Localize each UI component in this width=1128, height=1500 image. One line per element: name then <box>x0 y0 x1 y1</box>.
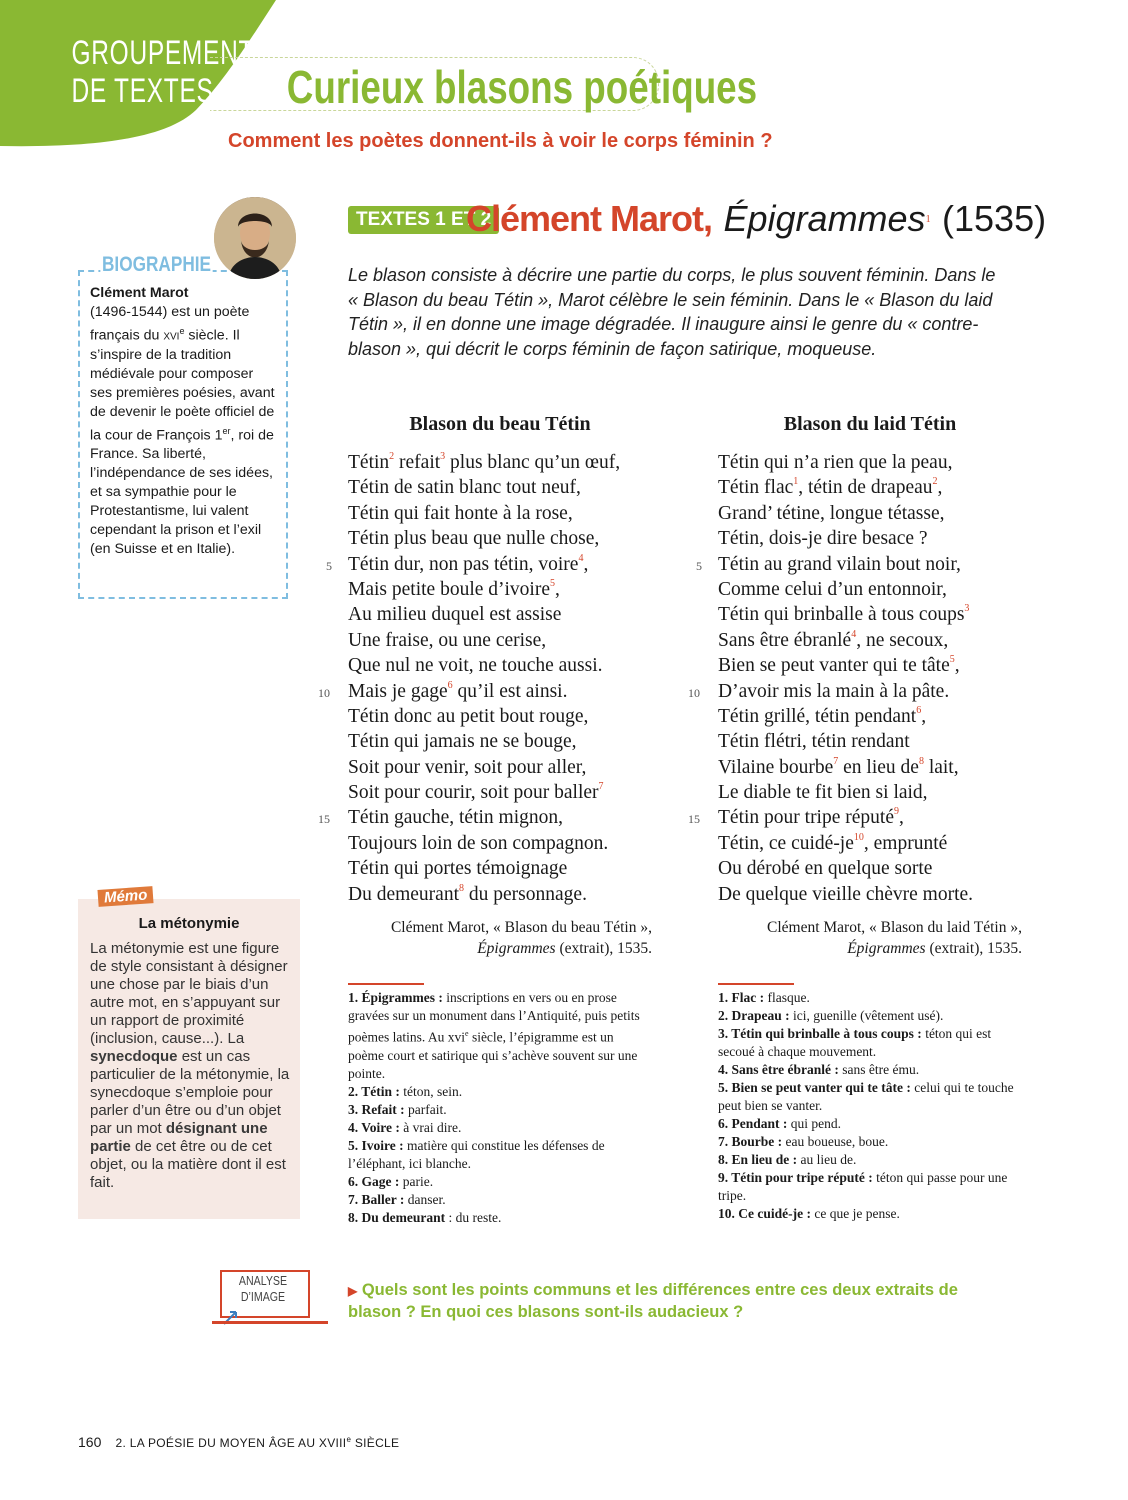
poem-line <box>348 780 668 805</box>
verse-text: Mais petite boule d’ivoire <box>348 578 550 600</box>
biography-name: Clément Marot <box>90 285 189 301</box>
verse-text: Du demeurant <box>348 883 460 905</box>
verse-text: plus blanc qu’un œuf, <box>445 452 621 473</box>
verse-text: qu’il est ainsi. <box>452 680 568 702</box>
footnote: 1. Flac : flasque. <box>718 990 810 1005</box>
footnote-rule <box>348 983 424 985</box>
verse-text: Toujours loin de son compagnon. <box>348 832 609 854</box>
footnote: 2. Drapeau : ici, guenille (vêtement usé). <box>718 1008 944 1023</box>
poem-line <box>348 755 668 780</box>
footnote-ref: 5 <box>550 577 555 589</box>
group-label: GROUPEMENT DE TEXTES <box>71 34 255 110</box>
portrait-image <box>214 197 296 279</box>
poem-line <box>718 780 1038 805</box>
poem-line <box>688 679 1038 704</box>
poem-line <box>718 501 1038 526</box>
verse-text: Tétin pour tripe réputé <box>718 807 894 829</box>
footnote-ref: 4 <box>578 552 584 564</box>
verse-text: Au milieu duquel est assise <box>348 604 562 626</box>
poem-line <box>696 552 1038 577</box>
verse-text: Soit pour venir, soit pour aller, <box>348 756 587 778</box>
poem-line <box>718 704 1038 729</box>
poem-line <box>718 475 1038 500</box>
footnote-ref: 1 <box>793 476 799 488</box>
verse-text: Tétin, dois-je dire besace ? <box>718 528 928 550</box>
footnote-ref: 2 <box>389 451 395 462</box>
poem2-title: Blason du laid Tétin <box>783 413 957 435</box>
verse-text: Que nul ne voit, ne touche aussi. <box>348 655 603 677</box>
verse-text: Ou dérobé en quelque sorte <box>718 858 933 880</box>
footnote-ref: 8 <box>918 755 924 767</box>
verse-text: Tétin dur, non pas tétin, voire <box>348 553 579 575</box>
verse-text: Tétin, ce cuidé-je <box>718 832 854 854</box>
footnote-ref: 3 <box>964 603 970 615</box>
footnote: 2. Tétin : téton, sein. <box>348 1083 463 1099</box>
poem-line <box>718 526 1038 551</box>
poem-line <box>718 450 1038 475</box>
verse-text: Tétin qui n’a rien que la peau, <box>718 452 953 473</box>
footnote-ref: 10 <box>853 831 864 843</box>
footnote-ref: 7 <box>598 781 604 793</box>
footnote-ref: 5 <box>949 654 955 666</box>
footnote-ref: 3 <box>440 451 446 462</box>
poem-line <box>718 755 1038 780</box>
poem-line <box>718 602 1038 627</box>
memo-text: La métonymie est une figure de style consistant à désigner une chose par le biais d’un autre mot, en s’appuyant sur un rapport de proximité (inclusion, cause...). La synecdoque est un cas particulier de la métonymie, la synecdoque s’emploie pour parler d’un être ou d’un objet par un mot désignant une partie de cet être ou de cet objet, ou la matière dont il est fait. <box>90 940 290 1191</box>
footnote-ref: 6 <box>916 704 922 716</box>
footnote-ref: 4 <box>851 628 857 640</box>
verse-text: , tétin de drapeau <box>798 477 933 499</box>
verse-text: , <box>583 553 589 575</box>
footnote: 4. Voire : à vrai dire. <box>348 1119 462 1135</box>
verse-text: Mais je gage <box>348 680 448 702</box>
poem-line <box>318 679 668 704</box>
verse-text: Tétin qui portes témoignage <box>348 858 568 880</box>
verse-text: , <box>898 807 904 829</box>
footnote-ref: 8 <box>459 882 465 894</box>
poem-line <box>348 729 668 754</box>
memo-tag: Mémo <box>97 886 153 907</box>
analysis-underline <box>212 1321 328 1324</box>
poem-line <box>718 653 1038 678</box>
chapter-title: 2. LA POÉSIE DU MOYEN ÂGE AU XVIIIe SIÈCLE <box>115 1435 400 1450</box>
image-analysis-label: ANALYSE D’IMAGE <box>238 1274 288 1304</box>
line-number: 15 <box>688 812 700 827</box>
verse-text: Tétin qui jamais ne se bouge, <box>348 731 577 753</box>
footnote: 8. Du demeurant : du reste. <box>348 1209 502 1225</box>
verse-text: , <box>555 578 560 600</box>
footnote-ref: 9 <box>893 806 899 818</box>
poem-line <box>348 475 668 500</box>
verse-text: , <box>937 477 943 499</box>
biography-text: Clément Marot (1496-1544) est un poète français du xvi$^e$ siècle. Il s’inspire de la tradition médiévale pour composer ses premières poésies, avant de devenir le poète officiel de la cour de François 1er, roi de France. Sa liberté, l’indépendance de ses idées, et sa sympathie pour le Protestantisme, lui valent cependant la prison et l’exil (en Suisse et en Italie). <box>90 285 275 558</box>
verse-text: Le diable te fit bien si laid, <box>718 782 928 804</box>
verse-text: Tétin grillé, tétin pendant <box>718 705 917 727</box>
poem2-footnotes <box>718 989 1020 1223</box>
verse-text: Tétin flétri, tétin rendant <box>718 731 910 753</box>
poem-line <box>348 450 668 475</box>
footnote: 10. Ce cuidé-je : ce que je pense. <box>718 1206 900 1221</box>
footnote: 8. En lieu de : au lieu de. <box>718 1152 857 1167</box>
poem-line <box>718 831 1038 856</box>
verse-text: , <box>954 655 960 677</box>
verse-text: refait <box>394 452 441 473</box>
footnote: 6. Pendant : qui pend. <box>718 1116 842 1131</box>
poem-line <box>718 729 1038 754</box>
footnote: 6. Gage : parie. <box>348 1173 434 1189</box>
footnote: 1. Épigrammes : inscriptions en vers ou en prose gravées sur un monument dans l’Antiquité, puis petits poèmes latins. Au xvi$^e$ siècle, l’épigramme est un poème court et satirique qui s’achève souvent sur une pointe. <box>348 990 640 1081</box>
author-name: Clément Marot, <box>466 198 713 239</box>
verse-text: Tétin qui brinballe à tous coups <box>718 604 965 626</box>
footnote: 9. Tétin pour tripe réputé : téton qui passe pour une tripe. <box>718 1170 1008 1203</box>
footnote-ref: 2 <box>932 476 938 488</box>
work-year: (1535) <box>942 198 1047 239</box>
poem-line <box>348 526 668 551</box>
footnote: 7. Bourbe : eau boueuse, boue. <box>718 1134 889 1149</box>
poem-line <box>348 882 668 907</box>
verse-text: en lieu de <box>838 756 919 778</box>
footnote-ref: 6 <box>447 679 453 691</box>
page-question: Comment les poètes donnent-ils à voir le corps féminin ? <box>228 130 773 152</box>
poem-line <box>348 577 668 602</box>
line-number: 15 <box>318 812 330 827</box>
verse-text: Tétin gauche, tétin mignon, <box>348 807 563 829</box>
footnote: 4. Sans être ébranlé : sans être ému. <box>718 1062 920 1077</box>
verse-text: Tétin flac <box>718 477 794 499</box>
verse-text: Une fraise, ou une cerise, <box>348 629 547 651</box>
poem1-title: Blason du beau Tétin <box>409 413 591 435</box>
poem2-lines <box>688 450 1038 907</box>
poem-line <box>348 704 668 729</box>
author-portrait <box>214 197 296 279</box>
footnote-ref: 1 <box>925 214 931 225</box>
work-title: Épigrammes <box>723 198 926 239</box>
footnote: 5. Bien se peut vanter qui te tâte : celui qui te touche peut bien se vanter. <box>718 1080 1014 1113</box>
analysis-question: ▶ Quels sont les points communs et les différences entre ces deux extraits de blason ? En quoi ces blasons sont-ils audacieux ? <box>348 1281 958 1321</box>
verse-text: Bien se peut vanter qui te tâte <box>718 655 950 677</box>
verse-text: D’avoir mis la main à la pâte. <box>718 680 950 702</box>
verse-text: De quelque vieille chèvre morte. <box>718 883 974 905</box>
footnote-ref: 7 <box>833 755 839 767</box>
poem-line <box>348 856 668 881</box>
verse-text: Sans être ébranlé <box>718 629 852 651</box>
biography-heading: BIOGRAPHIE <box>101 253 212 276</box>
poem-line <box>348 501 668 526</box>
verse-text: Tétin qui fait honte à la rose, <box>348 502 573 524</box>
footnote: 5. Ivoire : matière qui constitue les défenses de l’éléphant, ici blanche. <box>348 1137 605 1171</box>
footnote: 7. Baller : danser. <box>348 1191 446 1207</box>
intro-text: Le blason consiste à décrire une partie du corps, le plus souvent féminin. Dans le « Blason du beau Tétin », Marot célèbre le sein féminin. Dans le « Blason du laid Tétin », il en donne une image dégradée. Il inaugure ainsi le genre du « contre-blason », qui décrit le corps féminin de façon satirique, moqueuse. <box>348 265 996 359</box>
poem-line <box>318 805 668 830</box>
poem-line <box>326 552 668 577</box>
verse-text: du personnage. <box>464 883 587 905</box>
poem1-lines <box>318 450 668 907</box>
footnote: 3. Tétin qui brinballe à tous coups : téton qui est secoué à chaque mouvement. <box>718 1026 992 1059</box>
verse-text: Grand’ tétine, longue tétasse, <box>718 502 945 524</box>
poem1-footnotes <box>348 989 650 1227</box>
page-footer <box>78 1434 399 1451</box>
line-number: 10 <box>318 685 330 700</box>
verse-text: Tétin de satin blanc tout neuf, <box>348 477 581 499</box>
verse-text: Tétin plus beau que nulle chose, <box>348 528 600 550</box>
footnote: 3. Refait : parfait. <box>348 1101 447 1117</box>
verse-text: lait, <box>923 756 959 778</box>
texts-badge: TEXTES 1 ET 2 <box>348 206 499 234</box>
verse-text: , ne secoux, <box>856 629 949 651</box>
page-number: 160 <box>78 1434 102 1450</box>
page-title: Curieux blasons poétiques <box>286 61 758 113</box>
texts-heading <box>466 198 1046 240</box>
memo-title: La métonymie <box>138 915 240 932</box>
triangle-bullet-icon: ▶ <box>348 1284 358 1298</box>
line-number: 5 <box>326 558 332 573</box>
footnote-rule <box>718 983 794 985</box>
line-number: 5 <box>696 558 702 573</box>
poem-line <box>718 882 1038 907</box>
poem-line <box>718 628 1038 653</box>
poem1-credit: Clément Marot, « Blason du beau Tétin », Épigrammes (extrait), 1535. <box>390 919 652 957</box>
poem-line <box>718 856 1038 881</box>
verse-text: Vilaine bourbe <box>718 756 834 778</box>
poem-line <box>718 577 1038 602</box>
line-number: 10 <box>688 685 700 700</box>
verse-text: Tétin au grand vilain bout noir, <box>718 553 961 575</box>
poem2-credit: Clément Marot, « Blason du laid Tétin », Épigrammes (extrait), 1535. <box>766 919 1022 957</box>
verse-text: , <box>921 705 927 727</box>
poem-line <box>348 653 668 678</box>
verse-text: Tétin donc au petit bout rouge, <box>348 705 589 727</box>
verse-text: Soit pour courir, soit pour baller <box>348 782 599 804</box>
poem-line <box>348 602 668 627</box>
poem-line <box>688 805 1038 830</box>
verse-text: Comme celui d’un entonnoir, <box>718 578 947 600</box>
poem-line <box>348 831 668 856</box>
verse-text: , emprunté <box>863 832 948 854</box>
verse-text: Tétin <box>348 452 390 473</box>
poem-line <box>348 628 668 653</box>
